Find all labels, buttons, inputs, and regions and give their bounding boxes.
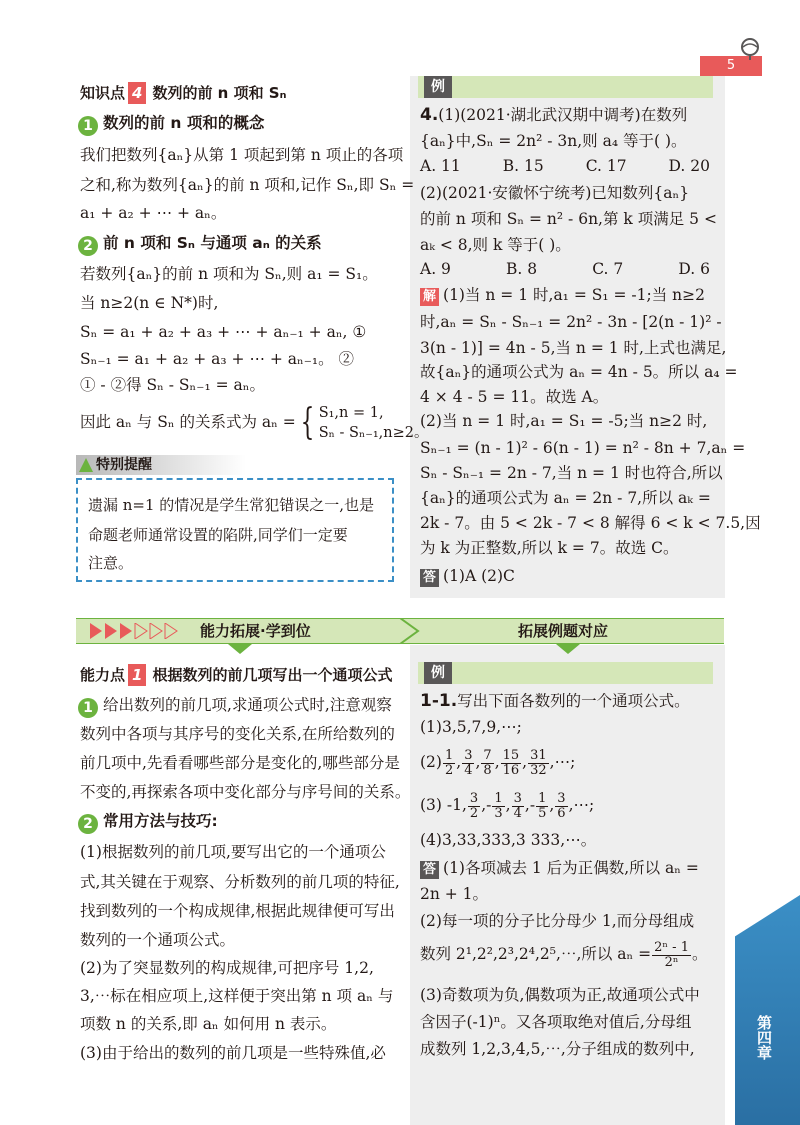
piecewise-cases: [319, 403, 429, 443]
point-1-text: 给出数列的前几项,求通项公式时,注意观察: [103, 696, 392, 714]
solution-line: {aₙ}的通项公式为 aₙ = 2n - 7,所以 aₖ =: [420, 489, 711, 507]
sequence-fraction: [468, 792, 480, 821]
warning-icon: [78, 457, 94, 473]
text-line: (2)为了突显数列的构成规律,可把序号 1,2,: [80, 959, 374, 977]
sequence-fraction: [536, 792, 548, 821]
answer-fraction: [652, 941, 691, 970]
option: D. 20: [668, 157, 710, 175]
options-row-2: [420, 258, 710, 280]
section-1-heading: [78, 112, 264, 136]
text-line: 找到数列的一个构成规律,根据此规律便可写出: [80, 902, 395, 920]
example-bar-bottom: [418, 662, 713, 684]
answer-line: [420, 936, 708, 972]
sequence-2-suffix: ,⋯;: [549, 753, 576, 771]
case-1: S₁,n = 1,: [318, 405, 384, 421]
text-line: a₁ + a₂ + ⋯ + aₙ。: [80, 204, 227, 222]
banner-right-title: 拓展例题对应: [518, 622, 609, 640]
answer-line: 成数列 1,2,3,4,5,⋯,分子组成的数列中,: [420, 1040, 695, 1058]
separator: ,: [524, 796, 530, 814]
sequence-3-prefix: (3) -1,: [420, 796, 467, 814]
banner-separator: [398, 618, 422, 644]
down-arrow-icon: [556, 644, 580, 654]
option: C. 7: [592, 260, 624, 278]
reminder-line: 注意。: [88, 554, 134, 572]
example-label: 例: [424, 662, 452, 684]
question-number: 1-1.: [420, 691, 458, 711]
answer-line: [420, 857, 699, 879]
text-line: [78, 694, 392, 718]
case-2: Sₙ - Sₙ₋₁,n≥2。: [318, 425, 429, 441]
ability-heading: [80, 664, 392, 686]
bulb-icon: [738, 36, 762, 80]
sequence-fraction: [462, 749, 474, 778]
piecewise-formula: [80, 400, 429, 444]
answer-line: 含因子(-1)ⁿ。又各项取绝对值后,分母组: [420, 1013, 692, 1031]
sequence-3-suffix: ,⋯;: [568, 796, 595, 814]
answer-text: 。: [691, 945, 708, 963]
sequence-fraction: [443, 749, 455, 778]
fraction-denominator: 8: [483, 762, 492, 778]
fraction-denominator: 4: [464, 762, 473, 778]
option: D. 6: [678, 260, 710, 278]
solution-line: 3(n - 1)] = 4n - 5,当 n = 1 时,上式也满足,: [420, 339, 727, 357]
down-arrow-icon: [228, 644, 252, 654]
text-line: 3,⋯标在相应项上,这样便于突出第 n 项 aₙ 与: [80, 987, 394, 1005]
section-1-number: 1: [78, 116, 98, 136]
piecewise-prefix: 因此 aₙ 与 Sₙ 的关系式为 aₙ =: [80, 413, 296, 431]
reminder-header: [76, 455, 246, 475]
sequence-2: [420, 744, 575, 780]
solution-text: (1)当 n = 1 时,a₁ = S₁ = -1;当 n≥2: [443, 286, 705, 304]
fraction-numerator: 15: [502, 747, 520, 763]
options-row-1: [420, 155, 710, 177]
question-text: (1)(2021·湖北武汉期中调考)在数列: [438, 106, 688, 124]
fraction-denominator: 3: [494, 805, 503, 821]
fraction-denominator: 4: [513, 805, 522, 821]
text-line: 若数列{aₙ}的前 n 项和为 Sₙ,则 a₁ = S₁。: [80, 265, 378, 283]
text-line: (1)根据数列的前几项,要写出它的一个通项公: [80, 843, 386, 861]
answer-line: [420, 565, 515, 587]
sequence-fraction: [512, 792, 524, 821]
option: B. 8: [506, 260, 538, 278]
fraction-numerator: 3: [464, 747, 473, 763]
fraction-numerator: 1: [444, 747, 454, 763]
question-line: aₖ < 8,则 k 等于( )。: [420, 236, 571, 254]
option: A. 11: [420, 157, 461, 175]
solution-line: 4 × 4 - 5 = 11。故选 A。: [420, 388, 609, 406]
text-line: 式,其关键在于观察、分析数列的前几项的特征,: [80, 873, 400, 891]
answer-text: (1)各项减去 1 后为正偶数,所以 aₙ =: [443, 859, 699, 877]
chapter-side-tab: [735, 895, 800, 1125]
text-line: (3)由于给出的数列的前几项是一些特殊值,必: [80, 1044, 386, 1062]
example-bar-top: [418, 76, 713, 98]
sequence-2-prefix: (2): [420, 753, 442, 771]
question-text: 写出下面各数列的一个通项公式。: [457, 692, 690, 710]
separator: ,: [549, 796, 555, 814]
reminder-title: 特别提醒: [96, 457, 152, 473]
section-1-title: 数列的前 n 项和的概念: [103, 114, 265, 132]
sequence-3-terms: [467, 790, 569, 821]
sequence-fraction: [481, 749, 493, 778]
fraction-denominator: 5: [538, 805, 547, 821]
sequence-2-terms: [442, 747, 550, 778]
reminder-line: 命题老师通常设置的陷阱,同学们一定要: [88, 526, 348, 544]
solution-line: Sₙ₋₁ = (n - 1)² - 6(n - 1) = n² - 8n + 7,aₙ =: [420, 439, 746, 457]
text-line: 项数 n 的关系,即 aₙ 如何用 n 表示。: [80, 1015, 337, 1033]
separator: ,: [522, 753, 528, 771]
question-line: [420, 104, 687, 126]
sequence-fraction: [492, 792, 504, 821]
answer-label: 答: [420, 569, 439, 587]
option: B. 15: [502, 157, 544, 175]
text-line: 当 n≥2(n ∈ N*)时,: [80, 294, 219, 312]
equation-1: Sₙ = a₁ + a₂ + a₃ + ⋯ + aₙ₋₁ + aₙ, ①: [80, 323, 367, 341]
separator: -: [529, 796, 536, 814]
text-line: 数列中各项与其序号的变化关系,在所给数列的: [80, 725, 395, 743]
solution-line: 时,aₙ = Sₙ - Sₙ₋₁ = 2n² - 3n - [2(n - 1)² -: [420, 313, 722, 331]
section-2-title: 前 n 项和 Sₙ 与通项 aₙ 的关系: [103, 234, 322, 252]
question-line: {aₙ}中,Sₙ = 2n² - 3n,则 a₄ 等于( )。: [420, 132, 687, 150]
sequence-fraction: [501, 749, 522, 778]
ability-title: 根据数列的前几项写出一个通项公式: [152, 666, 393, 684]
separator: ,: [481, 796, 487, 814]
text-line: 不变的,再探索各项中变化部分与序号间的关系。: [80, 783, 411, 801]
example-label: 例: [424, 76, 452, 98]
solution-label: 解: [420, 288, 439, 306]
separator: ,: [475, 753, 481, 771]
answer-line: 2n + 1。: [420, 885, 489, 903]
reminder-line: 遗漏 n=1 的情况是学生常犯错误之一,也是: [88, 496, 375, 514]
fraction-denominator: 2: [469, 805, 479, 821]
fraction-numerator: 1: [494, 790, 503, 806]
fraction-denominator: 2: [444, 762, 454, 778]
reminder-box: [76, 478, 394, 582]
sequence-fraction: [528, 749, 549, 778]
section-2-heading: [78, 232, 322, 256]
equation-2: Sₙ₋₁ = a₁ + a₂ + a₃ + ⋯ + aₙ₋₁。 ②: [80, 350, 355, 368]
question-line: 的前 n 项和 Sₙ = n² - 6n,第 k 项满足 5 <: [420, 210, 717, 228]
fraction-numerator: 7: [483, 747, 492, 763]
text-line: 前几项中,先看看哪些部分是变化的,哪些部分是: [80, 754, 400, 772]
solution-line: 为 k 为正整数,所以 k = 7。故选 C。: [420, 539, 679, 557]
fraction-numerator: 2ⁿ - 1: [654, 939, 689, 955]
solution-line: (2)当 n = 1 时,a₁ = S₁ = -5;当 n≥2 时,: [420, 412, 708, 430]
fraction-numerator: 3: [513, 790, 522, 806]
point-2-title: 常用方法与技巧:: [103, 812, 218, 830]
chapter-label: 第四章: [755, 1015, 773, 1060]
answer-label: 答: [420, 861, 439, 879]
text-line: 之和,称为数列{aₙ}的前 n 项和,记作 Sₙ,即 Sₙ =: [80, 176, 415, 194]
topic-number: 4: [128, 82, 146, 104]
answer-text: 数列 2¹,2²,2³,2⁴,2⁵,⋯,所以 aₙ =: [420, 945, 652, 963]
fraction-denominator: 16: [502, 762, 520, 778]
fraction-numerator: 3: [557, 790, 566, 806]
separator: ,: [456, 753, 462, 771]
fraction-numerator: 1: [538, 790, 547, 806]
fraction-numerator: 3: [469, 790, 479, 806]
question-line: (2)(2021·安徽怀宁统考)已知数列{aₙ}: [420, 184, 690, 202]
solution-line: Sₙ - Sₙ₋₁ = 2n - 7,当 n = 1 时也符合,所以: [420, 464, 723, 482]
answer-text: (1)A (2)C: [443, 567, 515, 585]
section-2-number: 2: [78, 236, 98, 256]
answer-line: (3)奇数项为负,偶数项为正,故通项公式中: [420, 986, 700, 1004]
text-line: 我们把数列{aₙ}从第 1 项起到第 n 项止的各项: [80, 146, 404, 164]
page-number: 5: [726, 58, 736, 73]
question-line: [420, 690, 690, 712]
separator: ,: [494, 753, 500, 771]
point-2-number: 2: [78, 814, 98, 834]
topic-heading: [80, 82, 286, 104]
brace: {: [300, 402, 315, 443]
solution-line: 故{aₙ}的通项公式为 aₙ = 4n - 5。所以 a₄ =: [420, 363, 738, 381]
question-number: 4.: [420, 105, 439, 125]
topic-prefix: 知识点: [80, 84, 126, 102]
topic-title: 数列的前 n 项和 Sₙ: [152, 84, 287, 102]
ability-prefix: 能力点: [80, 666, 126, 684]
text-line: 数列的一个通项公式。: [80, 931, 236, 949]
sequence-4: (4)3,33,333,3 333,⋯。: [420, 831, 597, 849]
point-2-heading: [78, 810, 218, 834]
point-1-number: 1: [78, 698, 98, 718]
separator: -: [486, 796, 492, 814]
sequence-1: (1)3,5,7,9,⋯;: [420, 718, 522, 736]
fraction-denominator: 2ⁿ: [664, 954, 679, 970]
banner-left-title: 能力拓展·学到位: [200, 622, 311, 640]
option: A. 9: [420, 260, 451, 278]
answer-line: (2)每一项的分子比分母少 1,而分母组成: [420, 912, 695, 930]
solution-line: 2k - 7。由 5 < 2k - 7 < 8 解得 6 < k < 7.5,因: [420, 514, 761, 532]
separator: ,: [505, 796, 511, 814]
sequence-3: [420, 787, 594, 823]
solution-line: [420, 284, 705, 306]
fraction-denominator: 32: [530, 762, 547, 778]
ability-number: 1: [128, 664, 146, 686]
option: C. 17: [585, 157, 627, 175]
sequence-fraction: [555, 792, 567, 821]
fraction-numerator: 31: [530, 747, 547, 763]
arrows-icon: [90, 623, 182, 639]
fraction-denominator: 6: [557, 805, 566, 821]
text-line: ① - ②得 Sₙ - Sₙ₋₁ = aₙ。: [80, 376, 265, 394]
